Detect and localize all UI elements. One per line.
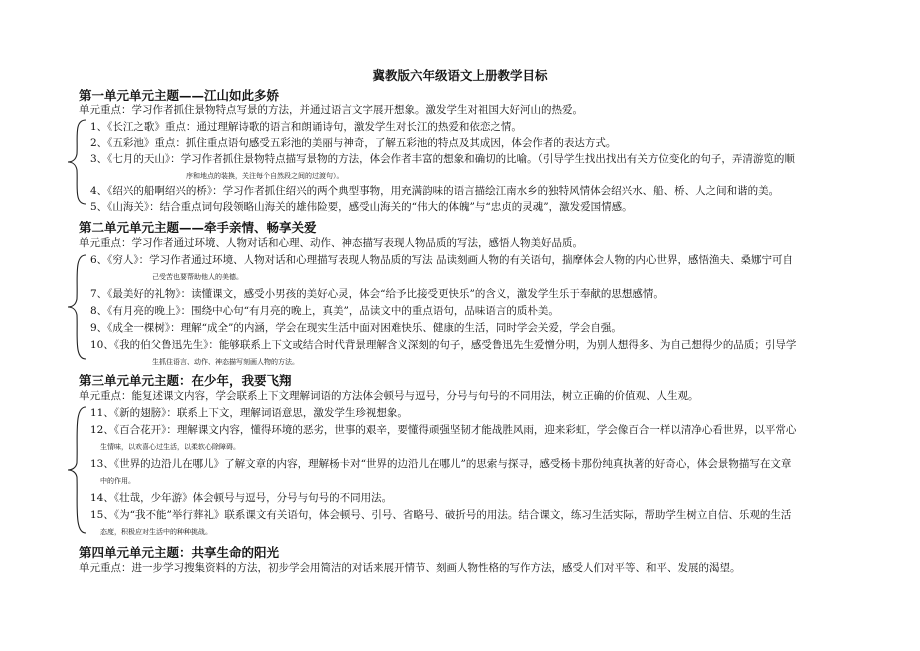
unit-2-item-7: 7、《最美好的礼物》：读懂课文，感受小男孩的美好心灵，体会“给予比接受更快乐”的含义，激发学生乐于奉献的思想感情。 (90, 288, 664, 300)
unit-2-item-9: 9、《成全一棵树》：理解“成全”的内涵，学会在现实生活中面对困难快乐、健康的生活，同时学会关爱，学会自强。 (90, 322, 622, 334)
unit-4-heading: 第四单元单元主题：共享生命的阳光 (79, 545, 280, 560)
unit-2-brace (66, 253, 88, 361)
unit-1-item-4: 4、《绍兴的船啊绍兴的桥》：学习作者抓住绍兴的两个典型事物，用充满韵味的语言描绘江南水乡的独特风情体会绍兴水、船、桥、人之间和谐的美。 (90, 185, 780, 197)
unit-2-heading: 第二单元单元主题——牵手亲情、畅享关爱 (79, 220, 317, 235)
unit-1-item-2: 2、《五彩池》重点：抓住重点语句感受五彩池的美丽与神奇，了解五彩池的特点及其成因，体会作者的表达方式。 (90, 137, 617, 149)
unit-1-item-1: 1、《长江之歌》重点：通过理解诗歌的语言和朗诵诗句，激发学生对长江的热爱和依恋之情。 (90, 121, 522, 133)
unit-2-item-8: 8、《有月亮的晚上》：围绕中心句“有月亮的晚上，真美”，品读文中的重点语句，品味语言的质朴美。 (90, 305, 559, 317)
unit-1-item-3: 3、《七月的天山》：学习作者抓住景物特点描写景物的方法，体会作者丰富的想象和确切的比喻。（引导学生找出找出有关方位变化的句子，弄清游览的顺 序和地点的装换，关注每个自然段之间的过渡句）。 (90, 153, 795, 180)
unit-3-item-14: 14、《壮哉，少年游》体会顿号与逗号，分号与句号的不同用法。 (90, 492, 393, 504)
unit-3-item-15: 15、《为“我不能”举行葬礼》联系课文有关语句，体会顿号、引号、省略号、破折号的用法。结合课文，练习生活实际，帮助学生树立自信、乐观的生活 态度，积极应对生活中的种种挑战。 (90, 509, 792, 536)
unit-3-item-13: 13、《世界的边沿儿在哪儿》了解文章的内容，理解杨卡对“世界的边沿儿在哪儿”的思索与探寻，感受杨卡那份纯真执著的好奇心，体会景物描写在文章 中的作用。 (90, 458, 792, 485)
unit-2-item-6: 6、《穷人》：学习作者通过环境、人物对话和心理描写表现人物品质的写法 品读刻画人物的有关语句，揣摩体会人物的内心世界，感悟渔夫、桑娜宁可自 己受苦也要帮助他人的美德。 (90, 254, 794, 281)
unit-2-item-10: 10、《我的伯父鲁迅先生》：能够联系上下文或结合时代背景理解含义深刻的句子，感受鲁迅先生爱憎分明，为别人想得多、为自己想得少的品质；引导学 生抓住语言、动作、神态描写刻画人物的方法。 (90, 339, 797, 366)
unit-3-item-11: 11、《新的翅膀》：联系上下文，理解词语意思，激发学生珍视想象。 (90, 407, 408, 419)
unit-4-focus: 单元重点：进一步学习搜集资料的方法，初步学会用简洁的对话来展开情节、刻画人物性格的写作方法，感受人们对平等、和平、发展的渴望。 (79, 562, 741, 574)
unit-3-brace (66, 405, 88, 535)
unit-3-heading: 第三单元单元主题：在少年，我要飞翔 (79, 373, 292, 388)
unit-1-heading: 第一单元单元主题——江山如此多娇 (79, 88, 280, 103)
unit-1-brace (66, 118, 88, 206)
unit-3-item-12: 12、《百合花开》：理解课文内容，懂得环境的恶劣，世事的艰辛，要懂得顽强坚韧才能战胜风雨，迎来彩虹，学会像百合一样以清净心看世界，以平常心 生情味，以欢喜心过生活，以柔软心除障碍。 (90, 424, 797, 451)
unit-1-focus: 单元重点：学习作者抓住景物特点写景的方法，并通过语言文字展开想象。激发学生对祖国大好河山的热爱。 (79, 104, 583, 116)
document-title: 冀教版六年级语文上册教学目标 (372, 68, 548, 83)
unit-3-focus: 单元重点：能复述课文内容，学会联系上下文理解词语的方法体会顿号与逗号，分号与句号的不同用法，树立正确的价值观、人生观。 (79, 390, 699, 402)
unit-2-focus: 单元重点：学习作者通过环境、人物对话和心理、动作、神态描写表现人物品质的写法，感悟人物美好品质。 (79, 237, 583, 249)
unit-1-item-5: 5、《山海关》：结合重点词句段领略山海关的雄伟险要，感受山海关的“伟大的体魄”与“忠贞的灵魂”，激发爱国情感。 (90, 201, 633, 213)
